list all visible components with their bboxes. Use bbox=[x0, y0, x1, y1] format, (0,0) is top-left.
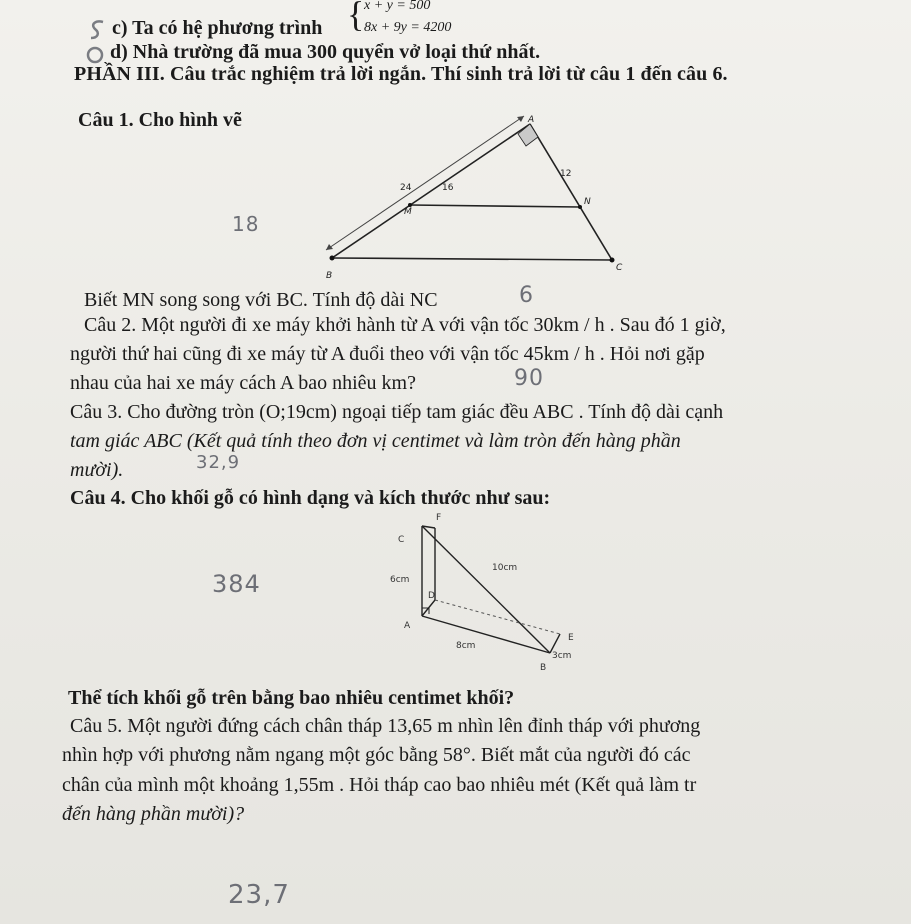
q1-question: Biết MN song song với BC. Tính độ dài NC bbox=[84, 289, 438, 311]
label-length-12: 12 bbox=[560, 169, 572, 179]
label-m: M bbox=[404, 207, 412, 217]
q3-line1: Câu 3. Cho đường tròn (O;19cm) ngoại tiếp tam giác đều ABC . Tính độ dài cạnh bbox=[70, 401, 724, 423]
section-3-title: PHẦN III. Câu trắc nghiệm trả lời ngắn. Thí sinh trả lời từ câu 1 đến câu 6. bbox=[74, 63, 728, 85]
q3-handwritten-answer: 32,9 bbox=[196, 452, 241, 473]
q5-line2: nhìn hợp với phương nằm ngang một góc bằng 58°. Biết mắt của người đó các bbox=[62, 744, 691, 766]
q5-line4: đến hàng phần mười)? bbox=[62, 803, 245, 825]
part-c-label: c) Ta có hệ phương trình bbox=[112, 17, 323, 39]
q1-triangle-figure bbox=[312, 110, 642, 290]
edge-de-hidden bbox=[435, 600, 560, 634]
label-f: F bbox=[436, 513, 442, 523]
label-c: C bbox=[398, 535, 405, 545]
label-length-24: 24 bbox=[400, 183, 412, 193]
system-eq1: x + y = 500 bbox=[364, 0, 431, 13]
point-c bbox=[610, 258, 615, 263]
q4-intro: Câu 4. Cho khối gỗ có hình dạng và kích thước như sau: bbox=[70, 487, 551, 509]
q1-margin-note: 18 bbox=[232, 212, 260, 236]
handwritten-s-mark bbox=[86, 18, 108, 42]
label-length-8: 8cm bbox=[456, 641, 476, 651]
label-n: N bbox=[584, 197, 591, 207]
q4-wedge-figure bbox=[360, 508, 600, 678]
label-c: C bbox=[616, 263, 623, 273]
q3-line2: tam giác ABC (Kết quả tính theo đơn vị centimet và làm tròn đến hàng phần bbox=[70, 430, 681, 452]
q1-handwritten-answer: 6 bbox=[519, 283, 534, 308]
q4-question: Thể tích khối gỗ trên bằng bao nhiêu centimet khối? bbox=[68, 687, 515, 709]
segment-mn bbox=[410, 205, 580, 207]
right-angle-mark bbox=[518, 124, 538, 146]
label-a: A bbox=[404, 621, 411, 631]
label-e: E bbox=[568, 633, 574, 643]
side-bc bbox=[332, 258, 612, 260]
q1-intro: Câu 1. Cho hình vẽ bbox=[78, 109, 242, 131]
label-d: D bbox=[428, 591, 435, 601]
label-b: B bbox=[326, 271, 333, 281]
q2-line3: nhau của hai xe máy cách A bao nhiêu km? bbox=[70, 372, 416, 394]
system-eq2: 8x + 9y = 4200 bbox=[364, 20, 452, 35]
part-d-text: d) Nhà trường đã mua 300 quyển vở loại thứ nhất. bbox=[110, 41, 541, 63]
dimension-arrow-top bbox=[517, 116, 524, 122]
point-n bbox=[578, 205, 582, 209]
q5-line3: chân của mình một khoảng 1,55m . Hỏi tháp cao bao nhiêu mét (Kết quả làm tr bbox=[62, 774, 697, 796]
label-length-3: 3cm bbox=[552, 651, 572, 661]
label-length-6: 6cm bbox=[390, 575, 410, 585]
label-b: B bbox=[540, 663, 547, 673]
label-a: A bbox=[528, 115, 535, 125]
label-length-16: 16 bbox=[442, 183, 454, 193]
q5-handwritten-answer: 23,7 bbox=[228, 880, 290, 910]
side-ac bbox=[530, 124, 612, 260]
side-ba bbox=[332, 124, 530, 258]
dimension-arrow-bottom bbox=[326, 244, 333, 250]
system-brace: { bbox=[347, 0, 365, 34]
q2-line2: người thứ hai cũng đi xe máy từ A đuổi theo với vận tốc 45km / h . Hỏi nơi gặp bbox=[70, 343, 705, 365]
q5-line1: Câu 5. Một người đứng cách chân tháp 13,65 m nhìn lên đỉnh tháp với phương bbox=[70, 715, 701, 737]
point-b bbox=[330, 256, 335, 261]
q2-line1: Câu 2. Một người đi xe máy khởi hành từ A với vận tốc 30km / h . Sau đó 1 giờ, bbox=[84, 314, 726, 336]
dimension-line bbox=[326, 116, 524, 250]
q3-line3: mười). bbox=[70, 459, 124, 481]
label-length-10: 10cm bbox=[492, 563, 518, 573]
q2-handwritten-answer: 90 bbox=[514, 366, 544, 391]
q4-handwritten-answer: 384 bbox=[212, 570, 261, 598]
